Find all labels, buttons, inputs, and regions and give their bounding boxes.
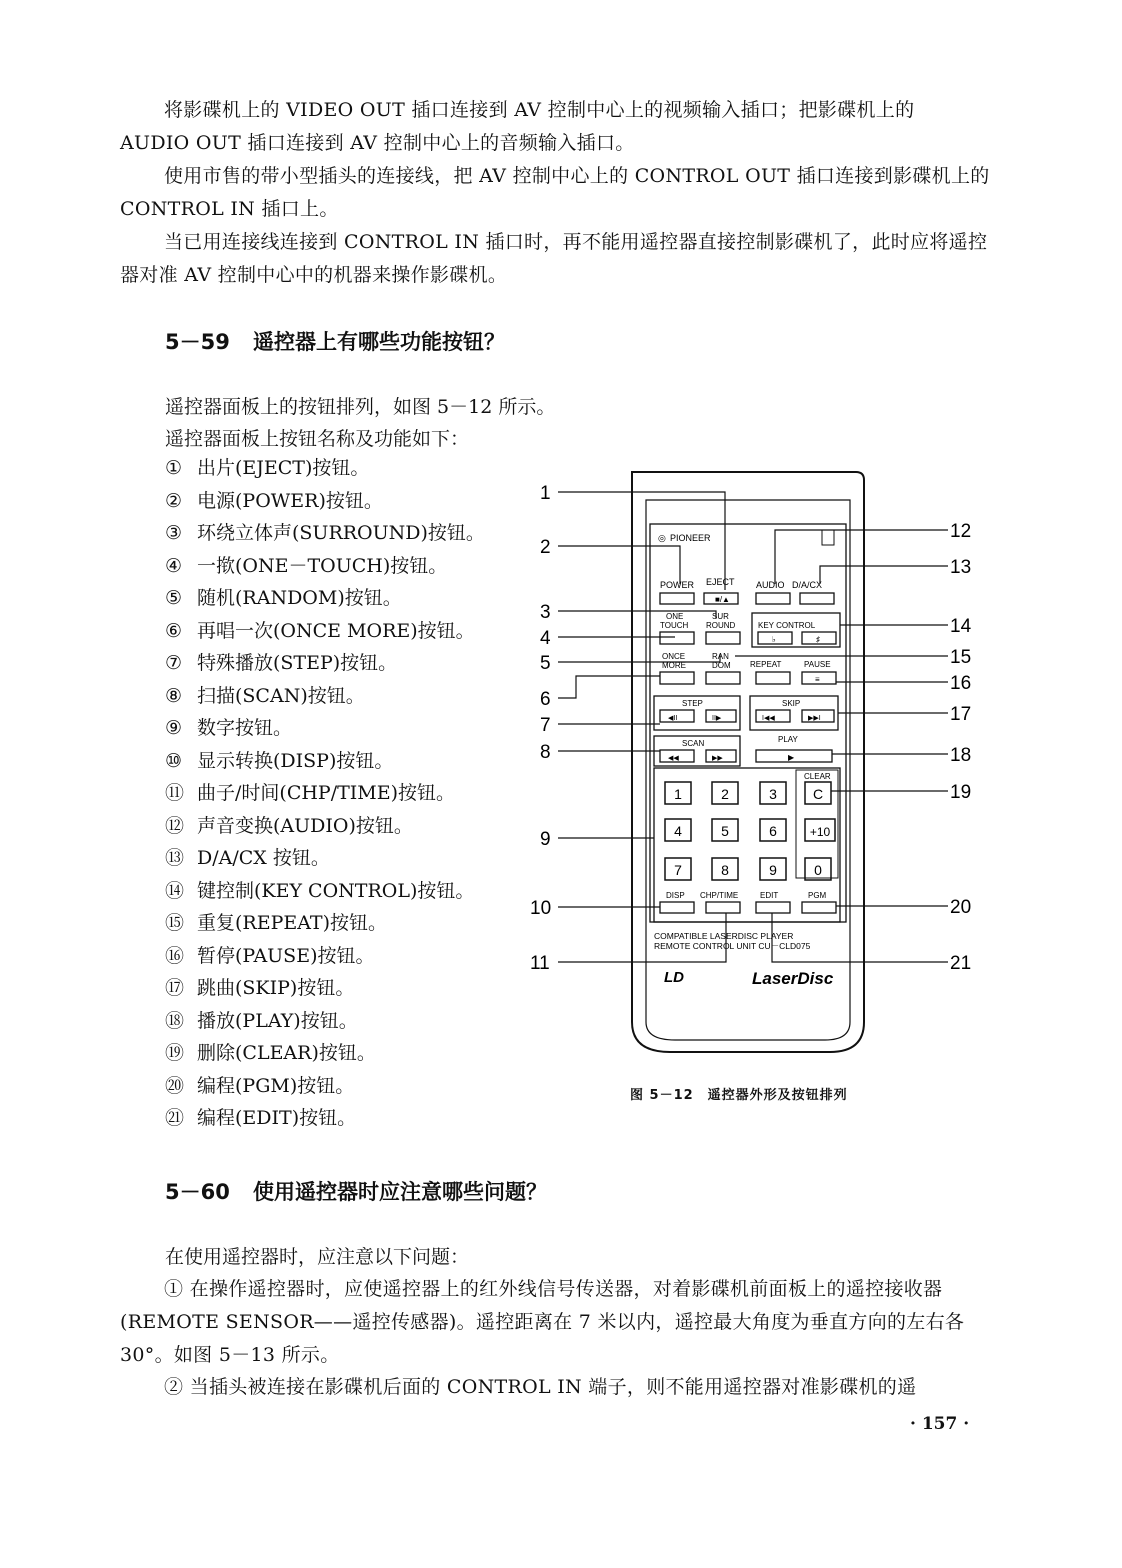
section-heading-5-59 [165, 326, 505, 356]
scan-forward-icon: ▶▶ [712, 755, 723, 762]
callout-2: 2 [540, 537, 551, 558]
section-title: 使用遥控器时应注意哪些问题？ [253, 1180, 547, 1204]
surround-label-top: SUR [712, 612, 729, 621]
list-item: ⑯ 暂停(PAUSE)按钮。 [165, 944, 375, 967]
digit-6-text: 6 [769, 823, 777, 839]
list-item: ⑥ 再唱一次(ONCE MORE)按钮。 [165, 619, 475, 642]
audio-label: AUDIO [756, 580, 785, 590]
figure-caption: 图 5－12 遥控器外形及按钮排列 [630, 1088, 848, 1103]
section-number: 5－59 [165, 330, 230, 354]
step-label: STEP [682, 699, 703, 708]
callout-4: 4 [540, 628, 551, 649]
dacx-button[interactable] [800, 593, 834, 604]
intro-paragraph-1: 将影碟机上的 VIDEO OUT 插口连接到 AV 控制中心上的视频输入插口；把影碟机上的 AUDIO OUT 插口连接到 AV 控制中心上的音频输入插口。 [120, 99, 915, 154]
section1-line-1: 遥控器面板上的按钮排列，如图 5－12 所示。 [165, 396, 556, 418]
ir-window-icon [822, 530, 834, 545]
repeat-label: REPEAT [750, 660, 782, 669]
key-control-label: KEY CONTROL [758, 621, 816, 630]
list-item: ① 出片(EJECT)按钮。 [165, 457, 370, 479]
list-item: ⑳ 编程(PGM)按钮。 [165, 1074, 355, 1097]
one-touch-label-top: ONE [666, 612, 684, 621]
play-label: PLAY [778, 735, 798, 744]
callout-7: 7 [540, 715, 551, 736]
step-back-icon: ◀II [668, 715, 678, 722]
key-down-icon: ♯ [816, 635, 820, 644]
compatibility-line-1: COMPATIBLE LASERDISC PLAYER [654, 931, 794, 941]
audio-button[interactable] [756, 593, 790, 604]
once-more-label-top: ONCE [662, 652, 686, 661]
digit-4-text: 4 [674, 823, 682, 839]
scan-label: SCAN [682, 739, 705, 748]
list-item: ⑮ 重复(REPEAT)按钮。 [165, 912, 388, 934]
list-item: ⑦ 特殊播放(STEP)按钮。 [165, 652, 398, 674]
scan-back-icon: ◀◀ [668, 755, 679, 762]
random-label-top: RAN [712, 652, 729, 661]
list-item: ⑬ D/A/CX 按钮。 [165, 847, 330, 869]
power-label: POWER [660, 580, 695, 590]
clear-text: C [812, 786, 824, 802]
remote-control-figure [520, 462, 990, 1062]
intro-paragraph-3: 当已用连接线连接到 CONTROL IN 插口时，再不能用遥控器直接控制影碟机了，此时应将遥控器对准 AV 控制中心中的机器来操作影碟机。 [120, 231, 988, 286]
digit-9-text: 9 [769, 862, 777, 878]
page-number: · 157 · [910, 1414, 970, 1434]
digit-5-text: 5 [721, 823, 729, 839]
callout-19: 19 [950, 782, 972, 803]
callout-5: 5 [540, 653, 551, 674]
section2-lead: 在使用遥控器时，应注意以下问题： [165, 1246, 470, 1268]
once-more-button[interactable] [660, 672, 694, 684]
digit-7-text: 7 [674, 862, 682, 878]
section2-paragraph-1: ① 在操作遥控器时，应使遥控器上的红外线信号传送器，对着影碟机前面板上的遥控接收器(REMOTE SENSOR——遥控传感器)。遥控距离在 7 米以内，遥控最大角度为垂直方向的左右各 30°。如图 5－13 所示。 [120, 1278, 965, 1366]
list-item: ⑱ 播放(PLAY)按钮。 [165, 1009, 358, 1032]
surround-button[interactable] [706, 632, 740, 644]
section-number: 5－60 [165, 1180, 230, 1204]
skip-forward-icon: ▶▶I [808, 715, 821, 722]
eject-icon: ■/▲ [715, 595, 730, 604]
one-touch-label-bottom: TOUCH [660, 621, 689, 630]
callout-13: 13 [950, 557, 972, 578]
play-icon: ▶ [788, 753, 795, 762]
random-button[interactable] [706, 672, 740, 684]
section1-line-2: 遥控器面板上按钮名称及功能如下： [165, 428, 470, 450]
repeat-button[interactable] [756, 672, 790, 684]
digit-2-text: 2 [721, 786, 729, 802]
intro-paragraph-2: 使用市售的带小型插头的连接线，把 AV 控制中心上的 CONTROL OUT 插口连接到影碟机上的 CONTROL IN 插口上。 [120, 165, 990, 220]
callout-16: 16 [950, 673, 972, 694]
callout-lines [558, 492, 948, 962]
list-item: ⑫ 声音变换(AUDIO)按钮。 [165, 814, 413, 837]
pgm-label: PGM [808, 891, 827, 900]
chp-time-button[interactable] [706, 902, 740, 913]
skip-label: SKIP [782, 699, 801, 708]
callout-1: 1 [540, 483, 551, 504]
list-item: ⑩ 显示转换(DISP)按钮。 [165, 749, 394, 772]
once-more-label-bottom: MORE [662, 661, 686, 670]
section-heading-5-60 [165, 1176, 547, 1206]
list-item: ㉑ 编程(EDIT)按钮。 [165, 1107, 357, 1129]
section-title: 遥控器上有哪些功能按钮？ [253, 330, 505, 354]
surround-label-bottom: ROUND [706, 621, 736, 630]
list-item: ④ 一揿(ONE－TOUCH)按钮。 [165, 554, 448, 577]
callout-6: 6 [540, 689, 551, 710]
list-item: ⑤ 随机(RANDOM)按钮。 [165, 587, 402, 609]
laserdisc-logo: LaserDisc [752, 969, 834, 988]
edit-button[interactable] [756, 902, 790, 913]
edit-label: EDIT [760, 891, 779, 900]
digit-1-text: 1 [674, 786, 682, 802]
one-touch-button[interactable] [660, 632, 694, 644]
plus-10-text: +10 [809, 825, 831, 839]
callout-10: 10 [530, 898, 552, 919]
button-function-list [165, 453, 485, 1136]
callout-8: 8 [540, 742, 551, 763]
key-up-icon: ♭ [772, 635, 776, 644]
list-item: ③ 环绕立体声(SURROUND)按钮。 [165, 522, 485, 544]
compatibility-line-2: REMOTE CONTROL UNIT CU－CLD075 [654, 941, 811, 951]
list-item: ⑲ 删除(CLEAR)按钮。 [165, 1042, 376, 1064]
chp-time-label: CHP/TIME [700, 891, 739, 900]
callout-20: 20 [950, 897, 972, 918]
callout-21: 21 [950, 953, 972, 974]
key-control-group [752, 613, 840, 647]
callout-9: 9 [540, 829, 551, 850]
list-item: ⑧ 扫描(SCAN)按钮。 [165, 684, 365, 707]
disp-button[interactable] [660, 902, 694, 913]
dacx-label: D/A/CX [792, 580, 823, 590]
callout-18: 18 [950, 745, 972, 766]
pause-label: PAUSE [804, 660, 831, 669]
clear-label: CLEAR [804, 772, 831, 781]
random-label-bottom: DOM [712, 661, 731, 670]
callout-17: 17 [950, 704, 972, 725]
power-button[interactable] [660, 593, 694, 604]
pause-icon: ≡ [815, 675, 820, 684]
digit-0-text: 0 [814, 862, 822, 878]
digit-8-text: 8 [721, 862, 729, 878]
skip-back-icon: I◀◀ [762, 715, 775, 722]
disp-label: DISP [666, 891, 685, 900]
step-forward-icon: II▶ [712, 715, 722, 722]
callout-3: 3 [540, 602, 551, 623]
pgm-button[interactable] [802, 902, 836, 913]
ld-logo-icon: LD [664, 969, 684, 986]
list-item: ② 电源(POWER)按钮。 [165, 489, 383, 512]
section2-paragraph-2: ② 当插头被连接在影碟机后面的 CONTROL IN 端子，则不能用遥控器对准影碟机的遥 [164, 1376, 917, 1398]
callout-12: 12 [950, 521, 972, 542]
eject-label: EJECT [706, 577, 735, 587]
digit-3-text: 3 [769, 786, 777, 802]
list-item: ⑰ 跳曲(SKIP)按钮。 [165, 977, 355, 999]
brand-icon: ◎ [658, 533, 666, 543]
list-item: ⑪ 曲子/时间(CHP/TIME)按钮。 [165, 782, 456, 804]
callout-11: 11 [530, 953, 550, 974]
callout-15: 15 [950, 647, 972, 668]
list-item: ⑭ 键控制(KEY CONTROL)按钮。 [165, 879, 475, 902]
callout-14: 14 [950, 616, 972, 637]
brand-name: PIONEER [670, 533, 711, 543]
list-item: ⑨ 数字按钮。 [165, 717, 293, 739]
